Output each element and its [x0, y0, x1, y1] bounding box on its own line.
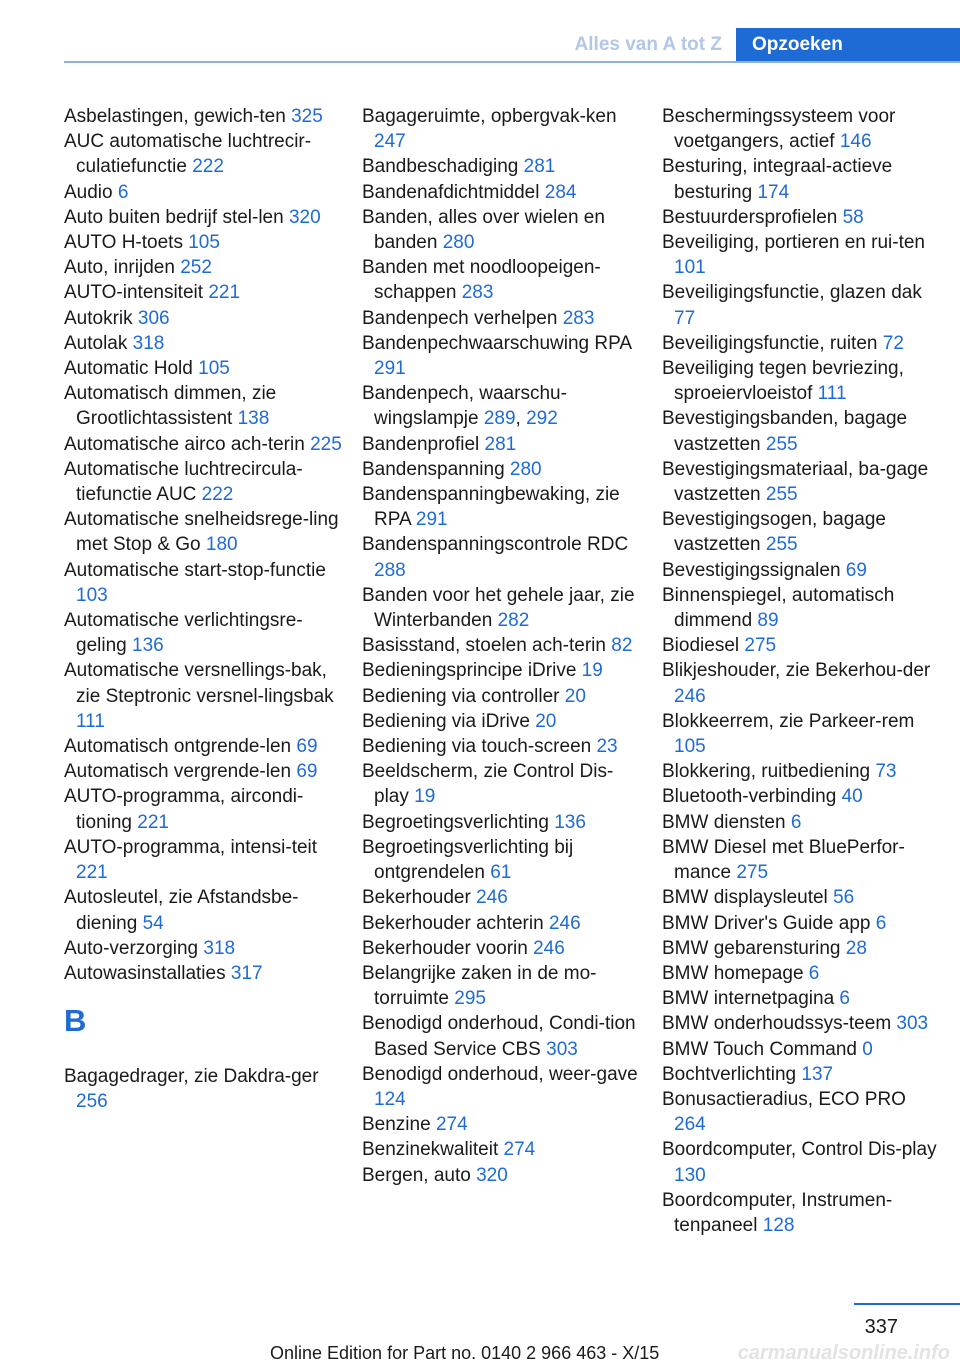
index-entry: [64, 280, 344, 305]
entry-term: Autosleutel, zie Afstandsbe-diening: [64, 887, 299, 934]
entry-term: Auto buiten bedrijf stel-len: [64, 206, 289, 228]
entry-term: Besturing, integraal-actieve besturing: [662, 156, 893, 203]
index-entry: [662, 406, 942, 456]
index-entry: [362, 331, 642, 381]
entry-term: Bediening via iDrive: [362, 710, 536, 732]
page-ref-link[interactable]: 61: [490, 862, 512, 884]
entry-term: Benodigd onderhoud, weer-gave: [362, 1063, 638, 1085]
entry-term: BMW Touch Command: [662, 1038, 863, 1060]
index-entry: [662, 709, 942, 759]
index-entry: [662, 1037, 942, 1062]
index-entry: [662, 658, 942, 708]
page-ref-link[interactable]: 28: [845, 937, 867, 959]
entry-term: Beschermingssysteem voor voetgangers, actief: [662, 106, 896, 153]
page-ref-link[interactable]: 246: [476, 887, 508, 909]
index-entry: [64, 507, 344, 557]
entry-term: AUC automatische luchtrecir-culatiefunctie: [64, 131, 312, 178]
entry-term: Automatische start-stop-functie: [64, 559, 326, 581]
entry-term: Beveiliging, portieren en rui-ten: [662, 232, 925, 254]
page-ref-link[interactable]: 318: [203, 937, 236, 959]
page-ref-link[interactable]: 72: [882, 332, 904, 354]
index-entry: [64, 255, 344, 280]
page-ref-link[interactable]: 0: [862, 1038, 873, 1060]
index-entry: [64, 1064, 344, 1114]
entry-term: Bluetooth-verbinding: [662, 786, 842, 808]
page-ref-link[interactable]: 124: [374, 1088, 406, 1110]
entry-term: BMW onderhoudssys-teem: [662, 1013, 897, 1035]
page-ref-link[interactable]: 325: [291, 106, 323, 127]
page-ref-link[interactable]: 180: [205, 534, 238, 556]
entry-term: Benzine: [362, 1114, 436, 1136]
page-ref-link[interactable]: 6: [790, 811, 802, 833]
entry-term: Bekerhouder voorin: [362, 937, 534, 959]
page-ref-link[interactable]: 54: [142, 912, 164, 934]
entry-term: Bochtverlichting: [662, 1063, 802, 1085]
page-ref-link[interactable]: 136: [554, 811, 586, 833]
header-tabs: [553, 28, 960, 62]
entry-term: Begroetingsverlichting: [362, 811, 555, 833]
entry-term: Automatische versnellings-bak, zie Steptronic versnel-lingsbak: [64, 660, 334, 707]
entry-term: Automatische luchtrecircula-tiefunctie AUC: [64, 458, 303, 506]
index-entry: [662, 1062, 942, 1087]
index-entry: [362, 1137, 642, 1162]
index-entry: [362, 1163, 642, 1188]
index-entry: [662, 986, 942, 1011]
entry-term: Beveiligingsfunctie, ruiten: [662, 332, 883, 354]
index-entry: [362, 810, 642, 835]
entry-term: Bandenspanningscontrole RDC: [362, 534, 629, 556]
entry-term: AUTO-programma, aircondi-tioning: [64, 786, 304, 833]
entry-term: Bandenspanningbewaking, zie RPA: [362, 484, 620, 531]
index-entry: [362, 759, 642, 809]
header-divider: [64, 61, 960, 63]
active-tab[interactable]: Opzoeken: [736, 28, 960, 62]
index-entry: [662, 1087, 942, 1137]
entry-term: Bevestigingssignalen: [662, 559, 846, 581]
page-ref-link[interactable]: 246: [533, 937, 565, 959]
entry-term: Bediening via touch-screen: [362, 736, 597, 758]
index-entry: [662, 230, 942, 280]
entry-term: Blokkeerrem, zie Parkeer-rem: [662, 710, 915, 732]
page-ref-link[interactable]: 128: [762, 1214, 795, 1236]
index-entry: [64, 230, 344, 255]
index-entry: [362, 734, 642, 759]
page-ref-link[interactable]: 105: [188, 232, 220, 254]
index-entry: [64, 129, 344, 179]
page-ref-link[interactable]: 283: [562, 307, 595, 329]
page-ref-link[interactable]: 222: [201, 484, 234, 506]
page-ref-link[interactable]: 105: [198, 358, 230, 380]
entry-term: Begroetingsverlichting bij ontgrendelen: [362, 836, 574, 884]
entry-term: Bandbeschadiging: [362, 156, 524, 178]
page-ref-link[interactable]: 246: [548, 912, 581, 934]
index-entry: [362, 306, 642, 331]
index-entry: [662, 154, 942, 204]
entry-term: Bediening via controller: [362, 685, 565, 707]
index-entry: [362, 658, 642, 683]
index-entry: [662, 961, 942, 986]
index-entry: [662, 810, 942, 835]
index-entry: [662, 205, 942, 230]
index-entry: [362, 104, 642, 154]
index-entry: [362, 583, 642, 633]
index-entry: [64, 558, 344, 608]
entry-term: BMW homepage: [662, 962, 809, 984]
index-entry: Bandenpech, waarschu-wingslampje 289, 292: [362, 383, 567, 430]
page-ref-link[interactable]: 174: [757, 181, 790, 203]
entry-term: Beeldscherm, zie Control Dis-play: [362, 761, 614, 808]
page-ref-link[interactable]: 292: [526, 408, 558, 430]
index-entry: [362, 885, 642, 910]
page-ref-link[interactable]: 105: [674, 736, 706, 758]
page-ref-link[interactable]: 247: [374, 131, 406, 153]
page-ref-link[interactable]: 295: [454, 988, 486, 1010]
page-ref-link[interactable]: 221: [76, 862, 108, 884]
page-ref-link[interactable]: 77: [674, 307, 696, 329]
page-ref-link[interactable]: 137: [801, 1063, 834, 1085]
entry-term: Blikjeshouder, zie Bekerhou-der: [662, 660, 931, 682]
entry-term: Bergen, auto: [362, 1164, 477, 1186]
page-ref-link[interactable]: 222: [192, 156, 224, 178]
index-entry: [662, 558, 942, 583]
page-ref-link[interactable]: 6: [839, 988, 850, 1010]
index-entry: [64, 356, 344, 381]
entry-term: Auto-verzorging: [64, 937, 204, 959]
page-ref-link[interactable]: 283: [461, 282, 494, 304]
edition-note: Online Edition for Part no. 0140 2 966 463 - X/15: [270, 1343, 660, 1362]
page-ref-link[interactable]: 320: [476, 1164, 508, 1186]
index-entry: [362, 457, 642, 482]
entry-term: Bedieningsprincipe iDrive: [362, 660, 582, 682]
entry-term: Bagagedrager, zie Dakdra-ger: [64, 1066, 319, 1088]
footer-divider: [854, 1303, 960, 1305]
page-ref-link[interactable]: 281: [523, 156, 556, 178]
index-entry: [362, 432, 642, 457]
index-entry: [362, 482, 642, 532]
entry-term: Boordcomputer, Instrumen-tenpaneel: [662, 1189, 893, 1236]
index-column-3: [662, 104, 942, 1238]
entry-term: Bandenprofiel: [362, 433, 485, 455]
entry-term: Beveiliging tegen bevriezing, sproeiervloeistof: [662, 358, 904, 405]
entry-term: Bagageruimte, opbergvak-ken: [362, 106, 617, 127]
index-entry: [662, 356, 942, 406]
page-ref-link[interactable]: 289: [483, 408, 516, 430]
entry-term: BMW Diesel met BluePerfor-mance: [662, 836, 905, 884]
index-entry: [662, 104, 942, 154]
index-entry: [662, 457, 942, 507]
index-entry: [362, 835, 642, 885]
page-ref-link[interactable]: 274: [435, 1114, 468, 1136]
page-ref-link[interactable]: 303: [546, 1038, 578, 1060]
entry-term: Bandenpechwaarschuwing RPA: [362, 332, 631, 354]
entry-term: Benodigd onderhoud, Condi-tion Based Service CBS: [362, 1013, 636, 1060]
entry-term: Bevestigingsbanden, bagage vastzetten: [662, 408, 908, 455]
entry-term: BMW Driver's Guide app: [662, 912, 876, 934]
entry-term: Autolak: [64, 332, 133, 354]
entry-term: Belangrijke zaken in de mo-torruimte: [362, 962, 597, 1010]
index-entry: [362, 154, 642, 179]
page-ref-link[interactable]: 89: [757, 610, 779, 632]
entry-term: AUTO H-toets: [64, 232, 189, 254]
entry-term: Bekerhouder achterin: [362, 912, 549, 934]
page-ref-link[interactable]: 111: [817, 383, 847, 405]
index-entry: [362, 205, 642, 255]
index-entry: [662, 280, 942, 330]
entry-term: Automatic Hold: [64, 358, 199, 380]
entry-term: Automatische verlichtingsre-geling: [64, 610, 303, 657]
page-ref-link[interactable]: 40: [841, 786, 863, 808]
page-ref-link[interactable]: 19: [414, 786, 436, 808]
watermark: carmanualsonline.info: [737, 1342, 950, 1362]
index-entry: [64, 180, 344, 205]
page-ref-link[interactable]: 291: [415, 509, 448, 531]
index-entry: [662, 507, 942, 557]
page-ref-link[interactable]: 136: [132, 635, 164, 657]
entry-term: Asbelastingen, gewich-ten: [64, 106, 292, 127]
entry-term: Automatisch ontgrende-len: [64, 736, 297, 758]
page-ref-link[interactable]: 6: [808, 962, 820, 984]
index-entry: [662, 885, 942, 910]
entry-term: Binnenspiegel, automatisch dimmend: [662, 584, 895, 632]
page-ref-link[interactable]: 320: [288, 206, 321, 228]
index-entry: [362, 532, 642, 582]
section-letter: B: [64, 1003, 87, 1039]
page-ref-link[interactable]: 19: [581, 660, 603, 682]
index-entry: [662, 936, 942, 961]
entry-term: AUTO-programma, intensi-teit: [64, 836, 318, 858]
entry-term: BMW displaysleutel: [662, 887, 834, 909]
index-entry: [64, 936, 344, 961]
entry-term: Boordcomputer, Control Dis-play: [662, 1139, 937, 1161]
page-ref-link[interactable]: 275: [736, 862, 769, 884]
index-entry: [64, 432, 344, 457]
index-entry: [662, 1011, 942, 1036]
page-ref-link[interactable]: 246: [674, 685, 706, 707]
page-ref-link[interactable]: 274: [503, 1139, 536, 1161]
page-ref-link[interactable]: 221: [137, 811, 169, 833]
entry-term: Banden, alles over wielen en banden: [362, 206, 605, 254]
page-ref-link[interactable]: 6: [117, 181, 129, 203]
index-entry: [362, 255, 642, 305]
entry-term: Blokkering, ruitbediening: [662, 761, 876, 783]
entry-term: Autokrik: [64, 307, 138, 329]
entry-term: Bandenpech verhelpen: [362, 307, 563, 329]
entry-term: Benzinekwaliteit: [362, 1139, 504, 1161]
index-entry: [662, 759, 942, 784]
page-ref-link[interactable]: 101: [674, 257, 706, 279]
page-ref-link[interactable]: 58: [842, 206, 864, 228]
page-ref-link[interactable]: 291: [374, 358, 406, 380]
index-entry: [64, 885, 344, 935]
page-ref-link[interactable]: 275: [744, 635, 777, 657]
page-ref-link[interactable]: 252: [180, 257, 212, 279]
index-entry: [64, 306, 344, 331]
entry-term: Audio: [64, 181, 118, 203]
page-ref-link[interactable]: 20: [535, 710, 557, 732]
page-ref-link[interactable]: 264: [674, 1114, 706, 1136]
page-number: 337: [864, 1316, 898, 1338]
index-entry: [362, 961, 642, 1011]
index-entry: [662, 1188, 942, 1238]
index-entry: [64, 381, 344, 431]
index-entry: [362, 633, 642, 658]
page-ref-link[interactable]: 23: [596, 736, 618, 758]
page-ref-link[interactable]: 225: [310, 433, 342, 455]
entry-term: AUTO-intensiteit: [64, 282, 209, 304]
page-ref-link[interactable]: 146: [839, 131, 872, 153]
index-entry: [64, 759, 344, 784]
index-entry: [662, 583, 942, 633]
entry-term: Bandenpech, waarschu-wingslampje: [362, 383, 567, 430]
index-column-1: [64, 104, 344, 1115]
index-entry: [64, 784, 344, 834]
entry-term: Bevestigingsogen, bagage vastzetten: [662, 509, 886, 556]
page-ref-link[interactable]: 288: [374, 559, 406, 581]
page-ref-link[interactable]: 103: [76, 584, 108, 606]
page-ref-link[interactable]: 280: [509, 458, 542, 480]
index-entry: [362, 911, 642, 936]
page-ref-link[interactable]: 69: [296, 761, 318, 783]
page-ref-link[interactable]: 281: [484, 433, 517, 455]
entry-term: Bevestigingsmateriaal, ba-gage vastzetten: [662, 458, 929, 506]
entry-term: BMW gebarensturing: [662, 937, 846, 959]
page-ref-link[interactable]: 138: [237, 408, 270, 430]
page-ref-link[interactable]: 111: [76, 710, 105, 732]
index-entry: [64, 658, 344, 734]
page-ref-link[interactable]: 303: [896, 1013, 929, 1035]
entry-term: Auto, inrijden: [64, 257, 181, 279]
page-ref-link[interactable]: 255: [765, 484, 798, 506]
page-ref-link[interactable]: 82: [611, 635, 633, 657]
index-column-2: [362, 104, 642, 1188]
page-ref-link[interactable]: 69: [845, 559, 867, 581]
index-entry: [362, 684, 642, 709]
index-entry: [362, 1062, 642, 1112]
index-entry: [64, 734, 344, 759]
index-entry: [64, 961, 344, 986]
page-ref-link[interactable]: 255: [765, 433, 798, 455]
entry-term: Bandenspanning: [362, 458, 510, 480]
index-entry: [64, 608, 344, 658]
page-ref-link[interactable]: 284: [544, 181, 577, 203]
entry-term: Bekerhouder: [362, 887, 477, 909]
page-ref-link[interactable]: 69: [296, 736, 318, 758]
entry-term: Bonusactieradius, ECO PRO: [662, 1088, 906, 1110]
entry-term: Biodiesel: [662, 635, 745, 657]
index-entry: [64, 835, 344, 885]
index-entry: [362, 936, 642, 961]
index-entry: [662, 1137, 942, 1187]
index-entry: [662, 784, 942, 809]
page-ref-link[interactable]: 130: [674, 1164, 706, 1186]
page-ref-link[interactable]: 6: [875, 912, 887, 934]
entry-term: BMW internetpagina: [662, 988, 840, 1010]
index-entry: [362, 180, 642, 205]
index-entry: [662, 331, 942, 356]
entry-term: Bestuurdersprofielen: [662, 206, 843, 228]
index-entry: [662, 911, 942, 936]
index-entry: [662, 835, 942, 885]
page-ref-link[interactable]: 256: [76, 1091, 108, 1113]
page-ref-link[interactable]: 56: [833, 887, 855, 909]
page-ref-link[interactable]: 306: [137, 307, 170, 329]
entry-term: Bandenafdichtmiddel: [362, 181, 545, 203]
entry-term: BMW diensten: [662, 811, 791, 833]
entry-term: Automatisch vergrende-len: [64, 761, 297, 783]
page-ref-link[interactable]: 255: [765, 534, 798, 556]
entry-term: Basisstand, stoelen ach-terin: [362, 635, 612, 657]
page-ref-link[interactable]: 317: [230, 962, 263, 984]
index-entry: [362, 709, 642, 734]
index-entry: [662, 633, 942, 658]
entry-term: Banden met noodloopeigen-schappen: [362, 257, 601, 304]
index-entry: [64, 331, 344, 356]
index-entry: [64, 205, 344, 230]
entry-term: Automatisch dimmen, zie Grootlichtassistent: [64, 383, 277, 430]
page-ref-link[interactable]: 73: [875, 761, 897, 783]
page-ref-link[interactable]: 280: [442, 232, 475, 254]
entry-term: Banden voor het gehele jaar, zie Winterbanden: [362, 584, 635, 632]
index-entry: [64, 104, 344, 129]
index-entry: [362, 1011, 642, 1061]
page-ref-link[interactable]: 20: [564, 685, 586, 707]
page-ref-link[interactable]: 221: [208, 282, 241, 304]
entry-term: Autowasinstallaties: [64, 962, 231, 984]
entry-term: Automatische snelheidsrege-ling met Stop & Go: [64, 509, 339, 556]
index-entry: [362, 1112, 642, 1137]
entry-term: Automatische airco ach-terin: [64, 433, 311, 455]
page-ref-link[interactable]: 318: [132, 332, 165, 354]
section-tab[interactable]: Alles van A tot Z: [553, 28, 736, 62]
index-entry: [64, 457, 344, 507]
entry-term: Beveiligingsfunctie, glazen dak: [662, 282, 922, 304]
page-ref-link[interactable]: 282: [497, 610, 530, 632]
